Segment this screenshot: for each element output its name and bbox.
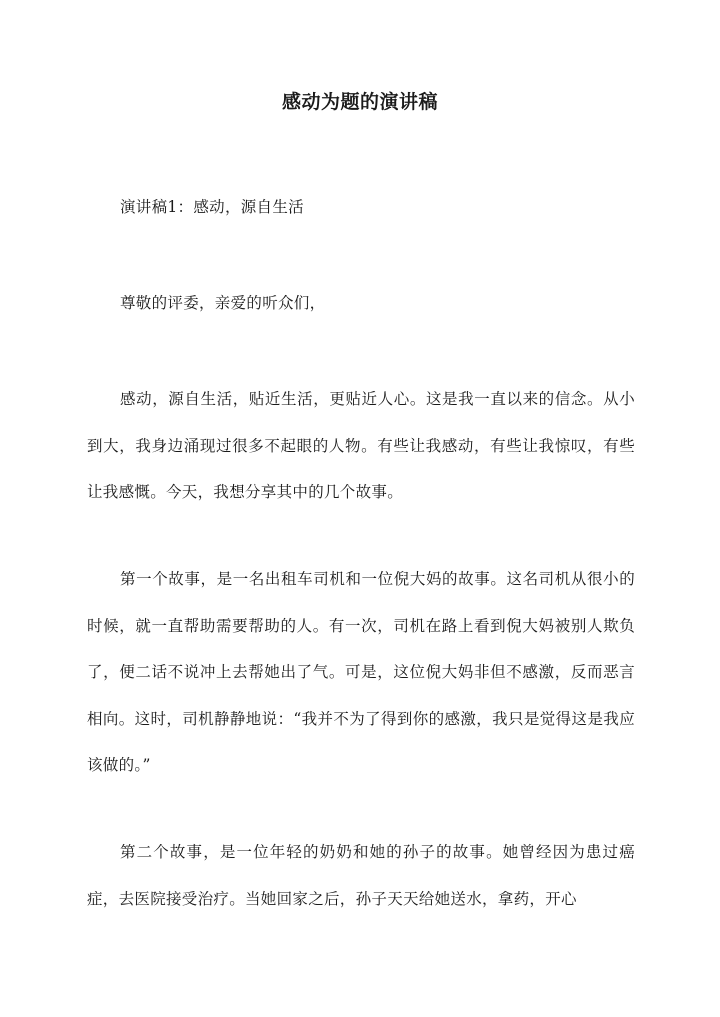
greeting-paragraph: 尊敬的评委，亲爱的听众们，: [120, 294, 326, 312]
speech-heading: 演讲稿1：感动，源自生活: [120, 198, 304, 216]
intro-paragraph: 感动，源自生活，贴近生活，更贴近人心。这是我一直以来的信念。从小到大，我身边涌现过很多不起眼的人物。有些让我感动，有些让我惊叹，有些让我感慨。今天，我想分享其中的几个故事。: [87, 390, 635, 501]
document-title: 感动为题的演讲稿: [281, 91, 438, 113]
story-one-paragraph: 第一个故事，是一名出租车司机和一位倪大妈的故事。这名司机从很小的时候，就一直帮助需要帮助的人。有一次，司机在路上看到倪大妈被别人欺负了，便二话不说冲上去帮她出了气。可是，这位倪大妈非但不感激，反而恶言相向。这时，司机静静地说：“我并不为了得到你的感激，我只是觉得这是我应该做的。”: [87, 570, 635, 774]
story-two-paragraph: 第二个故事，是一位年轻的奶奶和她的孙子的故事。她曾经因为患过癌症，去医院接受治疗。当她回家之后，孙子天天给她送水，拿药，开心: [87, 843, 635, 908]
